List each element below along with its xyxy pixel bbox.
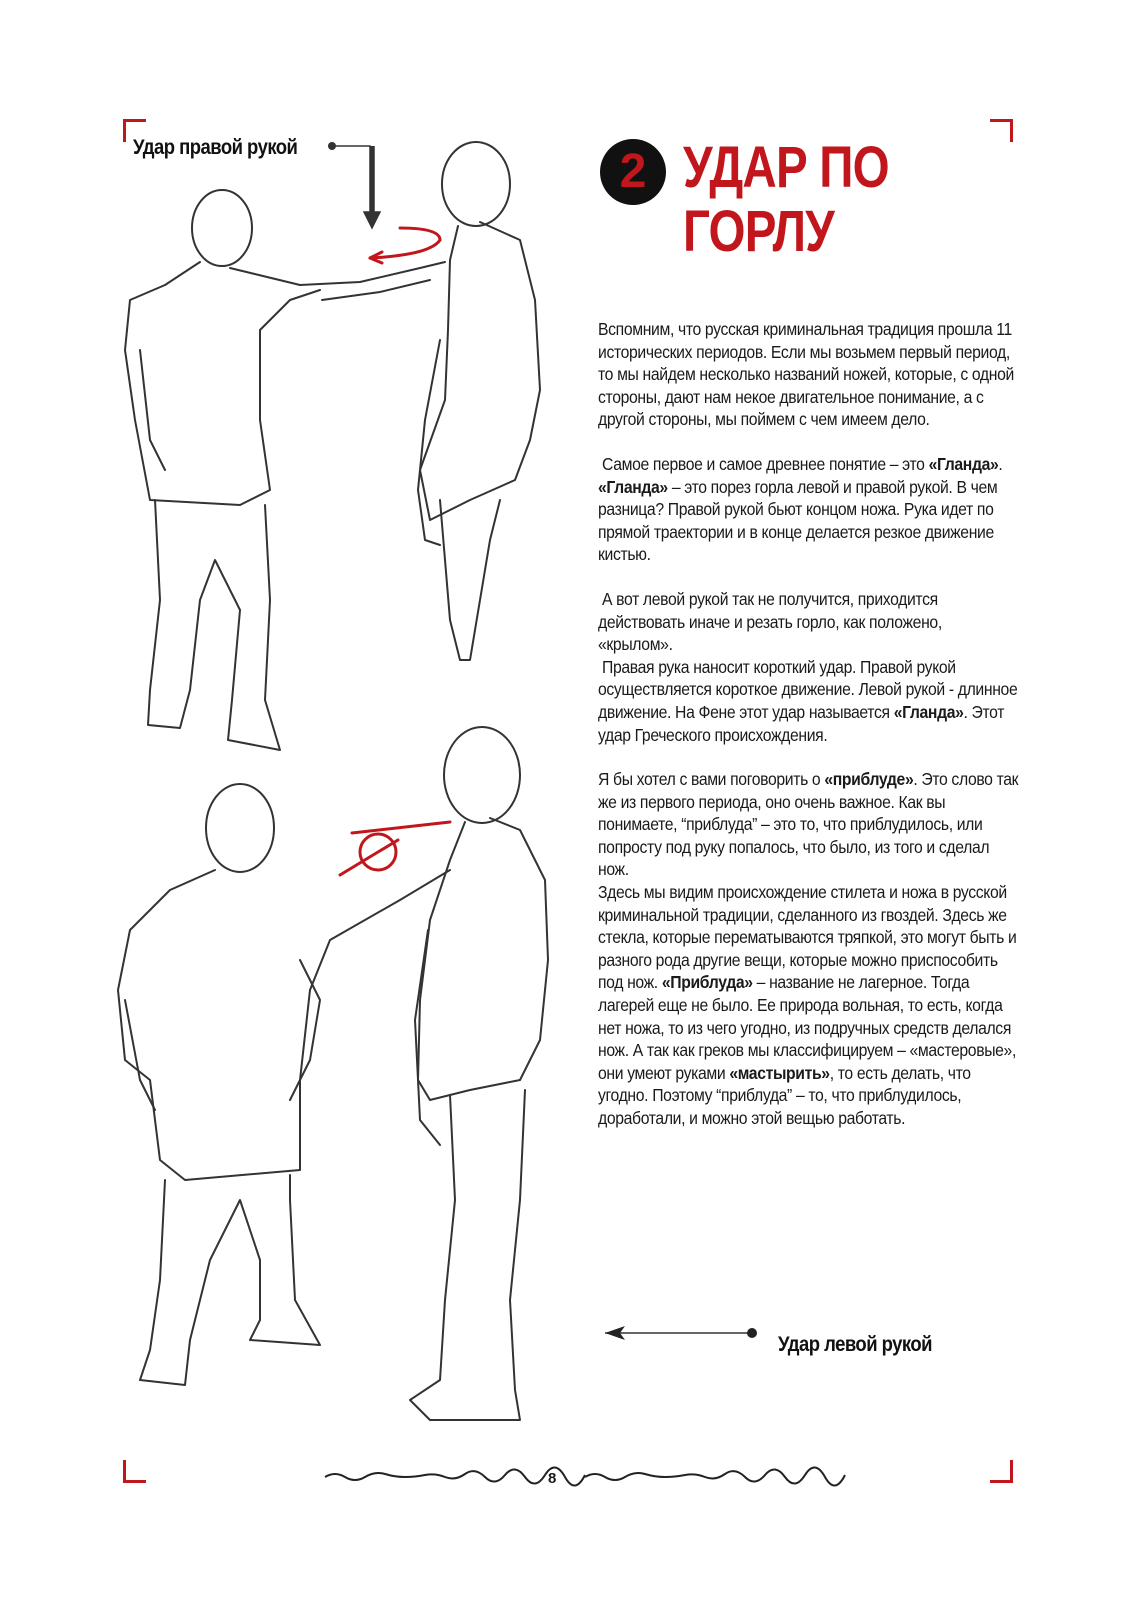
illustration-attacker-bottom <box>118 784 450 1385</box>
red-motion-arrows <box>340 228 450 875</box>
section-title-line-2: ГОРЛУ <box>683 199 834 264</box>
illustration-defender-top <box>418 142 540 660</box>
section-title-line-1: УДАР ПО <box>683 135 889 200</box>
illustration-defender-bottom <box>410 727 548 1420</box>
section-number-badge: 2 <box>600 139 666 205</box>
paragraph-7: Здесь мы видим происхождение стилета и ножа в русской криминальной традиции, сделанного из гвоздей. Здесь же стекла, которые перематываются тряпкой, это могут быть и разного рода другие вещи, которые можно приспособить под нож. «Приблуда» – название не лагерное. Тогда лагерей еще не было. Ее природа вольная, то есть, когда нет ножа, то из чего угодно, из подручных средств делался нож. А так как греков мы классифицируем – «мастеровые», они умеют руками «мастырить», то есть делать, что угодно. Поэтому “приблуда” – то, что приблудилось, доработали, и можно этой вещью работать. <box>598 882 1017 1128</box>
figure-label-right-hand: Удар правой рукой <box>133 136 298 159</box>
page-number: 8 <box>548 1470 557 1487</box>
paragraph-1: Вспомним, что русская криминальная традиция прошла 11 исторических периодов. Если мы возьмем первый период, то мы найдем несколько названий ножей, которые, с одной стороны, дают нам некое двигательное понимание, а с другой стороны, мы поймем с чем имеем дело. <box>598 319 1014 430</box>
paragraph-4: А вот левой рукой так не получится, приходится действовать иначе и резать горло, как положено, «крылом». <box>598 588 942 655</box>
article-body <box>598 318 1018 1152</box>
figure-label-left-hand: Удар левой рукой <box>778 1333 932 1356</box>
section-title <box>683 136 889 264</box>
footer-decoration <box>325 1467 845 1485</box>
black-arrows <box>328 142 380 228</box>
paragraph-6: Я бы хотел с вами поговорить о «приблуде». Это слово так же из первого периода, оно очень важное. Как вы понимаете, “приблуда” – это то, что приблудилось, или попросту под руку попалось, что было, из того и сделал нож. <box>598 769 1019 880</box>
paragraph-5: Правая рука наносит короткий удар. Правой рукой осуществляется короткое движение. Левой рукой - длинное движение. На Фене этот удар называется «Гланда». Этот удар Греческого происхождения. <box>598 656 1018 745</box>
paragraph-3: «Гланда» – это порез горла левой и правой рукой. В чем разница? Правой рукой бьют концом ножа. Рука идет по прямой траектории и в конце делается резкое движение кистью. <box>598 476 998 565</box>
arrow-to-label-left <box>605 1326 757 1340</box>
illustration-attacker-top <box>125 190 445 750</box>
paragraph-2: Самое первое и самое древнее понятие – это «Гланда». <box>602 453 1003 474</box>
